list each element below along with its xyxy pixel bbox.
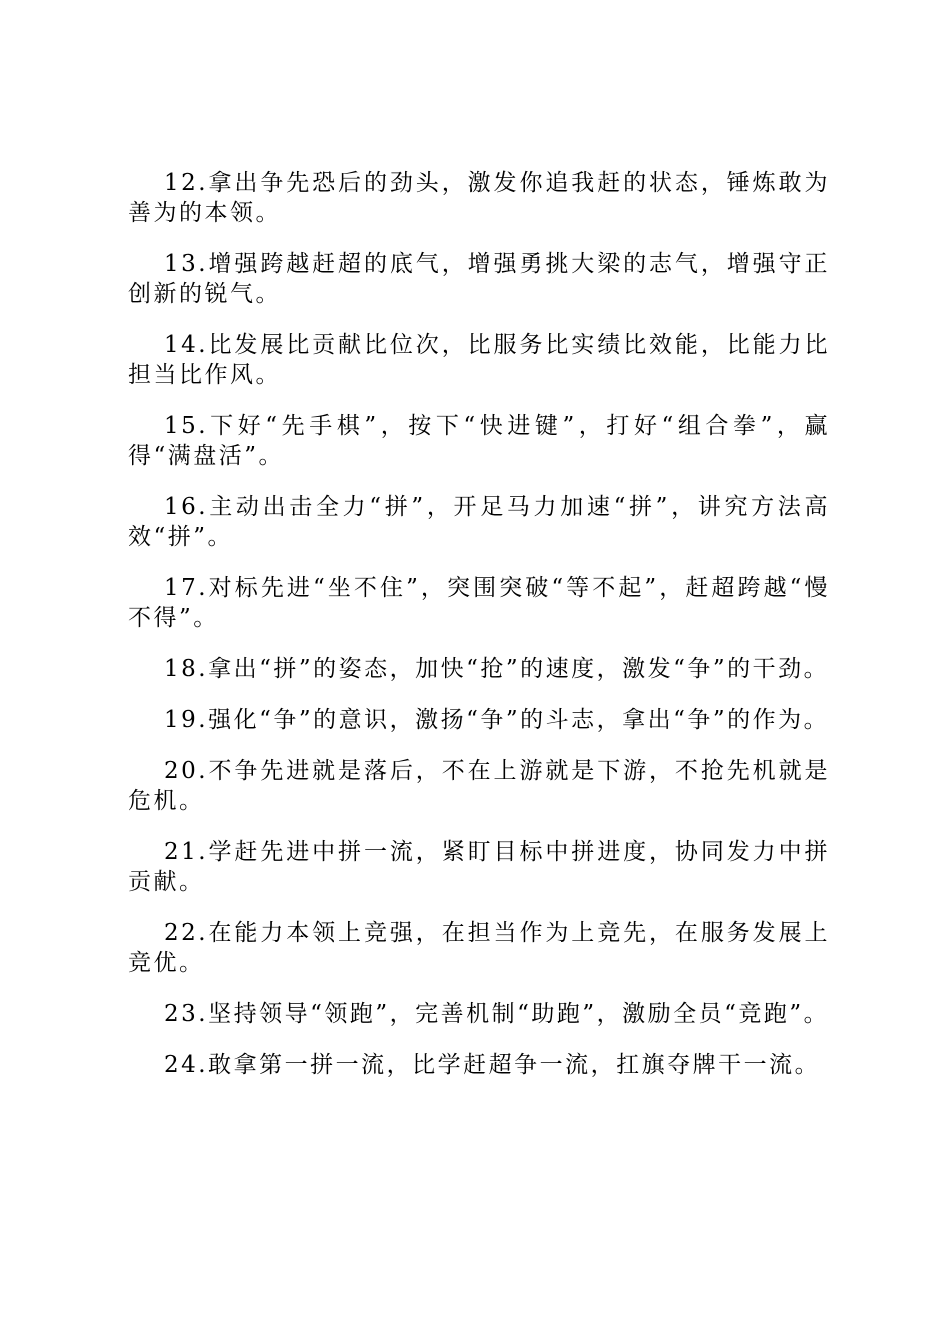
paragraph-22: 22.在能力本领上竞强，在担当作为上竞先，在服务发展上竞优。 bbox=[128, 920, 830, 976]
paragraph-16: 16.主动出击全力“拼”，开足马力加速“拼”，讲究方法高效“拼”。 bbox=[128, 494, 830, 550]
paragraph-23: 23.坚持领导“领跑”，完善机制“助跑”，激励全员“竞跑”。 bbox=[164, 1001, 830, 1027]
paragraph-12: 12.拿出争先恐后的劲头，激发你追我赶的状态，锤炼敢为善为的本领。 bbox=[128, 170, 830, 226]
paragraph-21: 21.学赶先进中拼一流，紧盯目标中拼进度，协同发力中拼贡献。 bbox=[128, 839, 830, 895]
paragraph-24: 24.敢拿第一拼一流，比学赶超争一流，扛旗夺牌干一流。 bbox=[164, 1052, 821, 1078]
paragraph-13: 13.增强跨越赶超的底气，增强勇挑大梁的志气，增强守正创新的锐气。 bbox=[128, 251, 830, 307]
paragraph-17: 17.对标先进“坐不住”，突围突破“等不起”，赶超跨越“慢不得”。 bbox=[128, 575, 830, 631]
paragraph-14: 14.比发展比贡献比位次，比服务比实绩比效能，比能力比担当比作风。 bbox=[128, 332, 830, 388]
paragraph-19: 19.强化“争”的意识，激扬“争”的斗志，拿出“争”的作为。 bbox=[164, 707, 830, 733]
document-body bbox=[128, 168, 830, 1101]
paragraph-15: 15.下好“先手棋”，按下“快进键”，打好“组合拳”，赢得“满盘活”。 bbox=[128, 413, 830, 469]
paragraph-20: 20.不争先进就是落后，不在上游就是下游，不抢先机就是危机。 bbox=[128, 758, 830, 814]
paragraph-18: 18.拿出“拼”的姿态，加快“抢”的速度，激发“争”的干劲。 bbox=[164, 656, 830, 682]
